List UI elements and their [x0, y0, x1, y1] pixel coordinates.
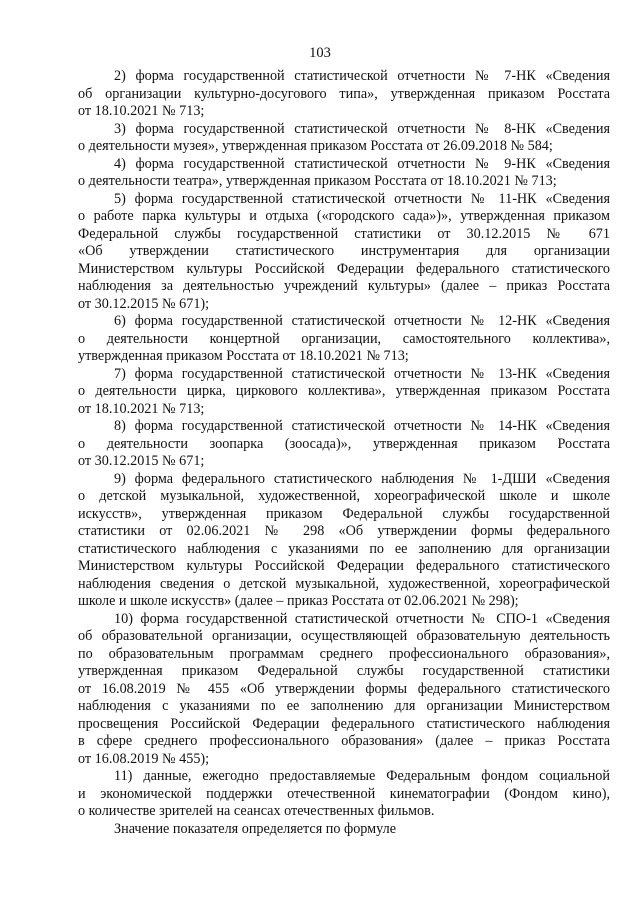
text-line: 8) форма государственной статистической отчетности № 14-НК «Сведения — [114, 418, 610, 434]
text-line: 9) форма федерального статистического наблюдения № 1-ДШИ «Сведения — [114, 470, 610, 487]
text-line: о деятельности театра», утвержденная приказом Росстата от 18.10.2021 № 713; — [78, 173, 557, 189]
text-line: наблюдения за деятельностью учреждений культуры» (далее – приказ Росстата — [78, 278, 610, 294]
text-line: от 18.10.2021 № 713; — [78, 400, 205, 417]
text-line: искусств», утвержденная приказом Федеральной службы государственной — [78, 505, 610, 522]
text-line: о детской музыкальной, художественной, хореографической школе и школе — [78, 488, 610, 504]
paragraph-item-4 — [78, 156, 610, 191]
document-body — [78, 68, 610, 838]
text-line: о работе парка культуры и отдыха («городского сада»)», утвержденная приказом — [78, 208, 610, 224]
text-line: Значение показателя определяется по формуле — [114, 820, 397, 837]
text-line: о деятельности цирка, циркового коллектива», утвержденная приказом Росстата — [78, 383, 610, 399]
text-line: 7) форма государственной статистической отчетности № 13-НК «Сведения — [114, 365, 610, 382]
paragraph-item-11 — [78, 768, 610, 821]
text-line: в сфере среднего профессионального образования» (далее – приказ Росстата — [78, 733, 610, 749]
paragraph-item-7 — [78, 366, 610, 419]
paragraph-item-3 — [78, 121, 610, 156]
text-line: о деятельности концертной организации, самостоятельного коллектива», — [78, 330, 610, 347]
text-line: о количестве зрителей на сеансах отечественных фильмов. — [78, 803, 435, 819]
text-line: 2) форма государственной статистической отчетности № 7-НК «Сведения — [114, 68, 610, 84]
text-line: наблюдения с указаниями по ее заполнению для организации Министерством — [78, 698, 610, 714]
text-line: 10) форма государственной статистической отчетности № СПО-1 «Сведения — [114, 610, 610, 627]
text-line: статистики от 02.06.2021 № 298 «Об утверждении формы федерального — [78, 523, 610, 539]
text-line: утвержденная приказом Федеральной службы государственной статистики — [78, 663, 610, 679]
text-line: и экономической поддержки отечественной кинематографии (Фондом кино), — [78, 785, 610, 802]
text-line: по образовательным программам среднего профессионального образования», — [78, 645, 610, 662]
text-line: наблюдения сведения о детской музыкальной, художественной, хореографической — [78, 575, 610, 592]
paragraph-item-9 — [78, 471, 610, 611]
paragraph-item-5 — [78, 191, 610, 314]
text-line: от 18.10.2021 № 713; — [78, 103, 205, 119]
text-line: от 30.12.2015 № 671); — [78, 295, 210, 312]
text-line: о деятельности музея», утвержденная приказом Росстата от 26.09.2018 № 584; — [78, 138, 553, 154]
text-line: статистического наблюдения с указаниями по ее заполнению для организации — [78, 540, 610, 557]
text-line: об организации культурно-досугового типа», утвержденная приказом Росстата — [78, 85, 610, 102]
page-number: 103 — [309, 45, 331, 61]
text-line: 4) форма государственной статистической отчетности № 9-НК «Сведения — [114, 155, 610, 172]
paragraph-item-6 — [78, 313, 610, 366]
text-line: 3) форма государственной статистической отчетности № 8-НК «Сведения — [114, 120, 610, 137]
paragraph-item-2 — [78, 68, 610, 121]
text-line: от 30.12.2015 № 671; — [78, 453, 205, 469]
text-line: «Об утверждении статистического инструментария для организации — [78, 243, 610, 259]
paragraph-item-10 — [78, 611, 610, 769]
text-line: о деятельности зоопарка (зоосада)», утвержденная приказом Росстата — [78, 435, 610, 452]
text-line: Федеральной службы государственной статистики от 30.12.2015 № 671 — [78, 225, 610, 242]
paragraph-item-8 — [78, 418, 610, 471]
text-line: Министерством культуры Российской Федерации федерального статистического — [78, 260, 610, 277]
text-line: Министерством культуры Российской Федерации федерального статистического — [78, 558, 610, 574]
text-line: от 16.08.2019 № 455); — [78, 750, 210, 767]
text-line: утвержденная приказом Росстата от 18.10.2021 № 713; — [78, 348, 409, 364]
paragraph-formula-intro — [78, 821, 610, 839]
text-line: от 16.08.2019 № 455 «Об утверждении формы федерального статистического — [78, 680, 610, 697]
text-line: об образовательной организации, осуществляющей образовательную деятельность — [78, 628, 610, 644]
text-line: 6) форма государственной статистической отчетности № 12-НК «Сведения — [114, 313, 610, 329]
text-line: школе и школе искусств» (далее – приказ Росстата от 02.06.2021 № 298); — [78, 593, 519, 609]
text-line: 11) данные, ежегодно предоставляемые Федеральным фондом социальной — [114, 768, 610, 784]
text-line: 5) форма государственной статистической отчетности № 11-НК «Сведения — [114, 190, 610, 207]
text-line: просвещения Российской Федерации федерального статистического наблюдения — [78, 715, 610, 732]
